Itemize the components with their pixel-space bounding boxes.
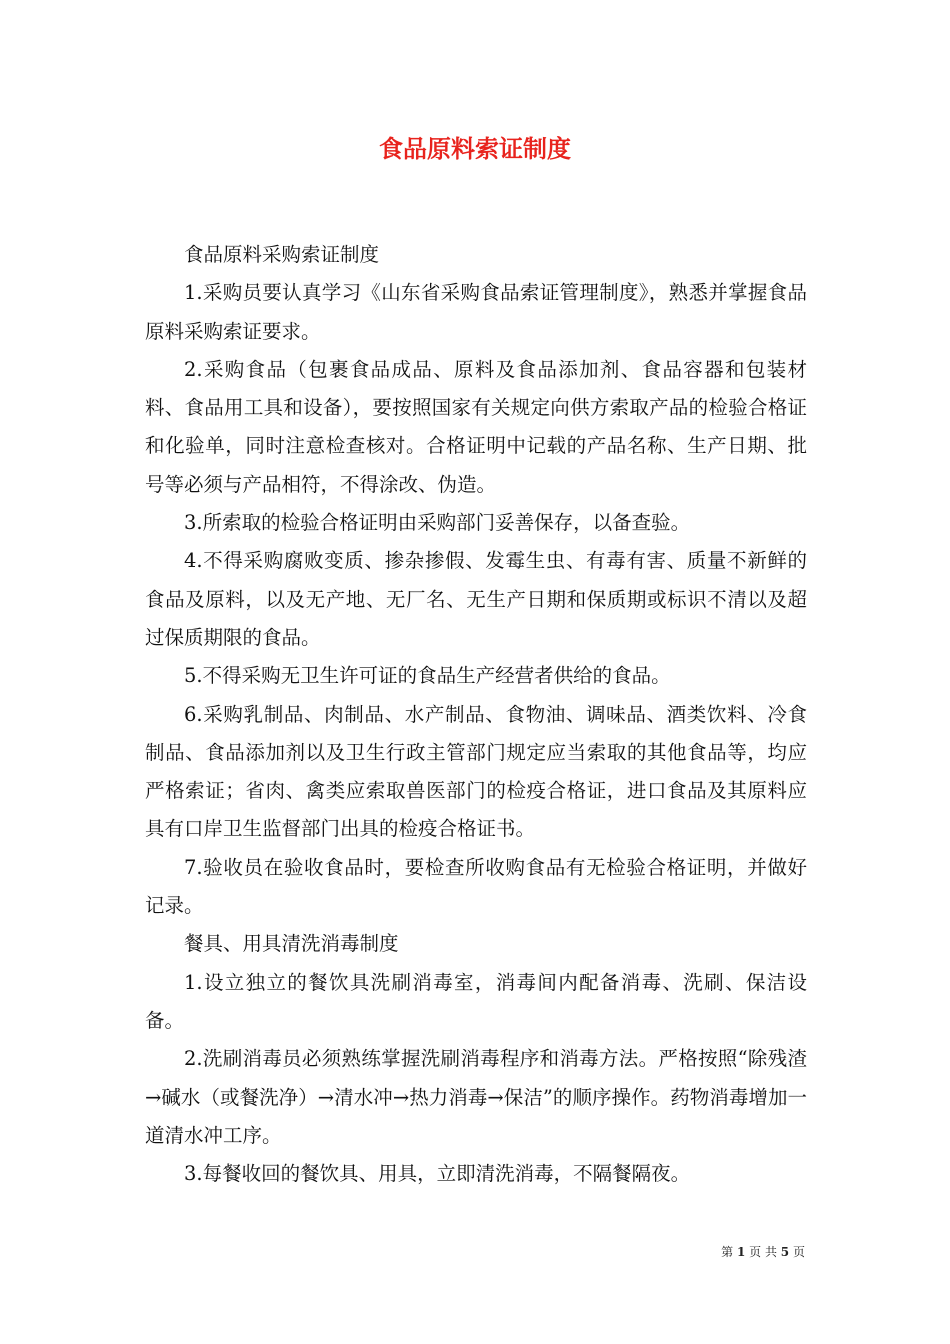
paragraph-8: 1.设立独立的餐饮具洗刷消毒室，消毒间内配备消毒、洗刷、保洁设备。 — [145, 970, 807, 1032]
document-title: 食品原料索证制度 — [379, 134, 571, 163]
paragraph-9: 2.洗刷消毒员必须熟练掌握洗刷消毒程序和消毒方法。严格按照“除残渣→碱水（或餐洗净）→清水冲→热力消毒→保洁”的顺序操作。药物消毒增加一道清水冲工序。 — [145, 1047, 807, 1147]
paragraph-10: 3.每餐收回的餐饮具、用具，立即清洗消毒，不隔餐隔夜。 — [184, 1162, 691, 1186]
paragraph-section-heading-2: 餐具、用具清洗消毒制度 — [184, 932, 399, 956]
footer-prefix: 第 — [721, 1245, 734, 1259]
paragraph-6: 6.采购乳制品、肉制品、水产制品、食物油、调味品、酒类饮料、冷食制品、食品添加剂以及卫生行政主管部门规定应当索取的其他食品等，均应严格索证；省肉、禽类应索取兽医部门的检疫合格证，进口食品及其原料应具有口岸卫生监督部门出具的检疫合格证书。 — [145, 702, 807, 841]
document-body — [145, 236, 807, 1193]
paragraph-2: 2.采购食品（包裹食品成品、原料及食品添加剂、食品容器和包装材料、食品用工具和设备），要按照国家有关规定向供方索取产品的检验合格证和化验单，同时注意检查核对。合格证明中记载的产品名称、生产日期、批号等必须与产品相符，不得涂改、伪造。 — [145, 357, 807, 496]
paragraph-3: 3.所索取的检验合格证明由采购部门妥善保存，以备查验。 — [184, 511, 691, 535]
footer-current-page: 1 — [736, 1245, 746, 1259]
page-number-footer — [721, 1244, 805, 1260]
paragraph-section-heading-1: 食品原料采购索证制度 — [184, 243, 380, 266]
footer-suffix: 页 — [792, 1245, 805, 1259]
footer-total-pages: 5 — [780, 1245, 790, 1259]
paragraph-4: 4.不得采购腐败变质、掺杂掺假、发霉生虫、有毒有害、质量不新鲜的食品及原料，以及无产地、无厂名、无生产日期和保质期或标识不清以及超过保质期限的食品。 — [145, 549, 807, 649]
footer-middle: 页 共 — [749, 1245, 777, 1259]
paragraph-1: 1.采购员要认真学习《山东省采购食品索证管理制度》，熟悉并掌握食品原料采购索证要求。 — [145, 281, 807, 343]
paragraph-5: 5.不得采购无卫生许可证的食品生产经营者供给的食品。 — [184, 664, 671, 688]
paragraph-7: 7.验收员在验收食品时，要检查所收购食品有无检验合格证明，并做好记录。 — [145, 855, 807, 918]
